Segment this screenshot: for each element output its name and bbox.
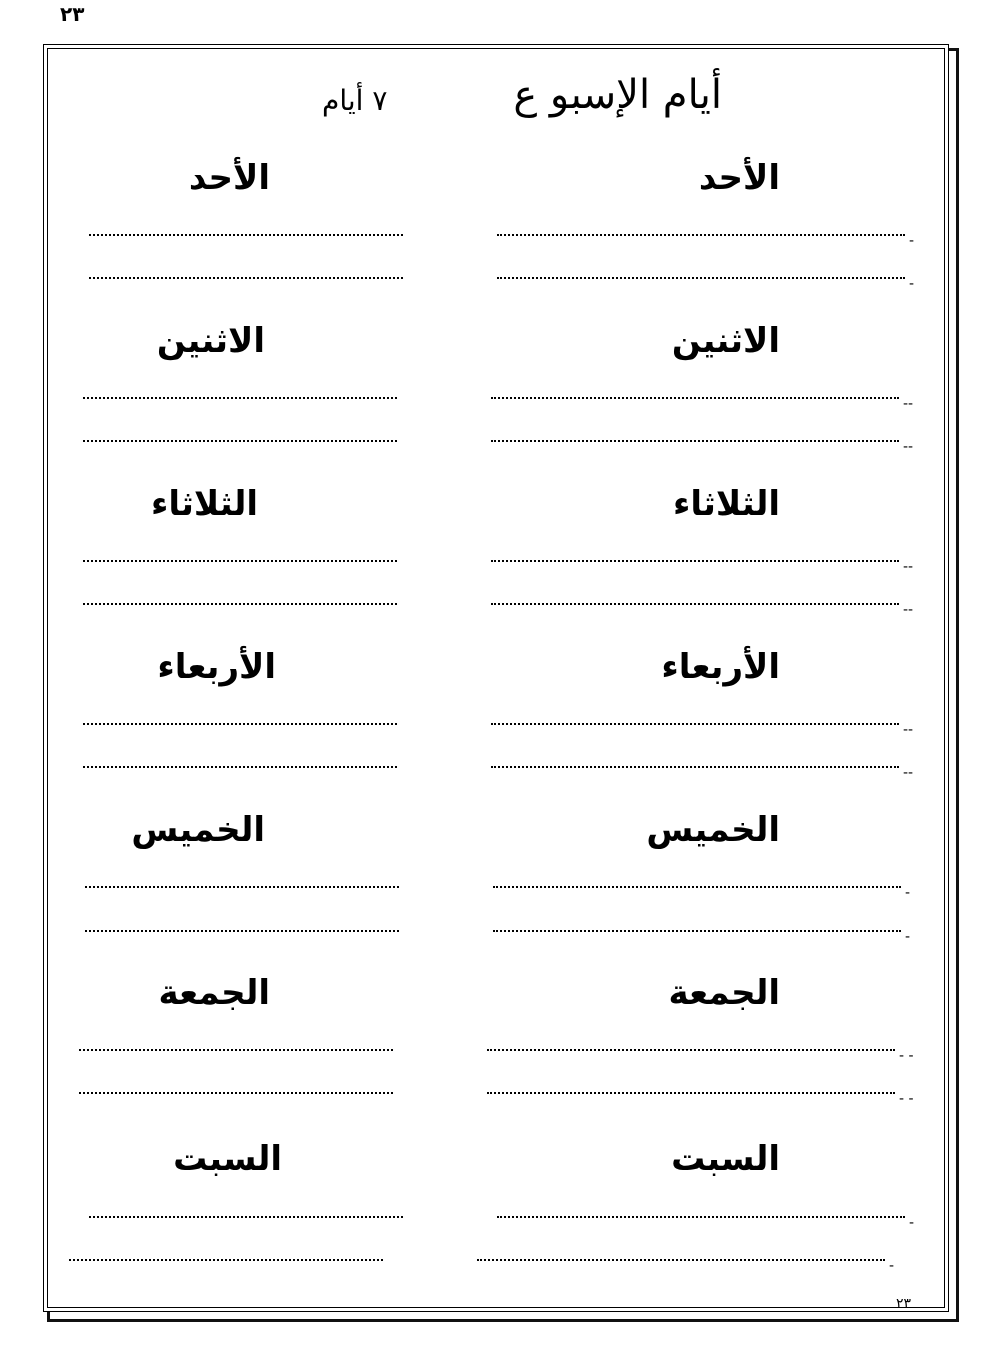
- day-label-right: الخميس: [646, 810, 780, 850]
- writing-line-right: [497, 1216, 905, 1218]
- day-label-left: الأحد: [188, 158, 270, 198]
- writing-line-left: [83, 560, 397, 562]
- writing-line-right: [493, 930, 901, 932]
- writing-line-left: [89, 277, 403, 279]
- writing-line-right: [491, 766, 899, 768]
- writing-line-left: [83, 603, 397, 605]
- day-label-right: الأحد: [698, 158, 780, 198]
- line-marker: -: [905, 929, 911, 945]
- day-label-right: الاثنين: [671, 321, 780, 361]
- page-number-top: ٢٣: [60, 2, 85, 26]
- writing-line-left: [79, 1049, 393, 1051]
- line-marker: --: [903, 396, 914, 412]
- line-marker: --: [903, 559, 914, 575]
- writing-line-left: [85, 886, 399, 888]
- line-marker: -: [905, 885, 911, 901]
- line-marker: --: [903, 765, 914, 781]
- writing-line-right: [491, 723, 899, 725]
- line-marker: --: [903, 439, 914, 455]
- writing-line-left: [83, 723, 397, 725]
- writing-line-right: [491, 560, 899, 562]
- line-marker: - -: [899, 1048, 914, 1064]
- day-label-left: الاثنين: [156, 321, 265, 361]
- day-label-right: الثلاثاء: [672, 484, 780, 524]
- writing-line-right: [487, 1092, 895, 1094]
- writing-line-left: [89, 234, 403, 236]
- worksheet-title: أيام الإسبو ع: [513, 72, 722, 118]
- page-number-bottom: ٢٣: [896, 1296, 912, 1312]
- writing-line-left: [83, 397, 397, 399]
- day-label-left: الأربعاء: [157, 647, 276, 687]
- writing-line-left: [69, 1259, 383, 1261]
- day-label-right: الأربعاء: [661, 647, 780, 687]
- line-marker: --: [903, 602, 914, 618]
- line-marker: - -: [899, 1091, 914, 1107]
- writing-line-left: [85, 930, 399, 932]
- writing-line-left: [79, 1092, 393, 1094]
- day-label-right: الجمعة: [668, 973, 780, 1013]
- writing-line-right: [477, 1259, 885, 1261]
- line-marker: -: [909, 233, 915, 249]
- line-marker: -: [909, 276, 915, 292]
- line-marker: -: [889, 1258, 895, 1274]
- day-label-right: السبت: [671, 1139, 780, 1179]
- writing-line-left: [83, 440, 397, 442]
- writing-line-right: [487, 1049, 895, 1051]
- writing-line-left: [83, 766, 397, 768]
- writing-line-left: [89, 1216, 403, 1218]
- writing-line-right: [497, 234, 905, 236]
- writing-line-right: [491, 397, 899, 399]
- worksheet-subtitle: ٧ أيام: [322, 84, 388, 117]
- day-label-left: الخميس: [131, 810, 265, 850]
- line-marker: --: [903, 722, 914, 738]
- day-label-left: الثلاثاء: [150, 484, 258, 524]
- writing-line-right: [497, 277, 905, 279]
- day-label-left: السبت: [173, 1139, 282, 1179]
- writing-line-right: [493, 886, 901, 888]
- writing-line-right: [491, 603, 899, 605]
- day-label-left: الجمعة: [158, 973, 270, 1013]
- writing-line-right: [491, 440, 899, 442]
- line-marker: -: [909, 1215, 915, 1231]
